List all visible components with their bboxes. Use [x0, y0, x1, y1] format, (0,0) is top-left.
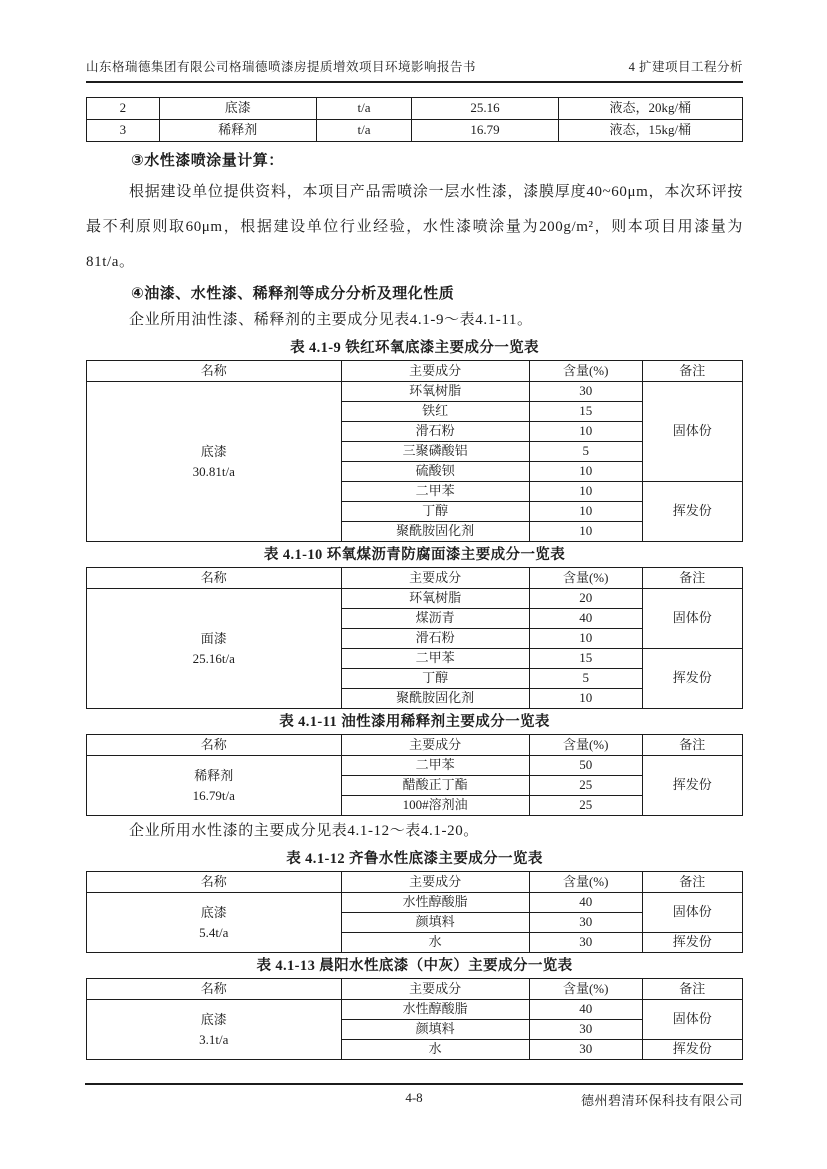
content-cell: 25	[529, 776, 642, 796]
content-cell: 5	[529, 442, 642, 462]
component-cell: 二甲苯	[341, 482, 529, 502]
content-cell: 10	[529, 482, 642, 502]
name-cell	[87, 589, 342, 709]
table-row	[87, 98, 743, 120]
remark-cell: 固体份	[642, 1000, 742, 1040]
table-title-4-1-12: 表 4.1-12 齐鲁水性底漆主要成分一览表	[286, 851, 543, 867]
remark-cell: 挥发份	[642, 482, 742, 542]
content-cell: 10	[529, 689, 642, 709]
column-header: 主要成分	[341, 872, 529, 893]
name-line: 稀释剂	[194, 767, 234, 783]
column-header: 主要成分	[341, 361, 529, 382]
table-row	[87, 893, 743, 913]
component-cell: 颜填料	[341, 1020, 529, 1040]
table-header-row	[87, 735, 743, 756]
column-header: 含量(%)	[529, 361, 642, 382]
remark-cell: 固体份	[642, 382, 742, 482]
column-header: 名称	[87, 361, 342, 382]
table-header-row	[87, 568, 743, 589]
table-4-1-13	[86, 978, 743, 1060]
column-header: 名称	[87, 979, 342, 1000]
header-report-title: 山东格瑞德集团有限公司格瑞德喷漆房提质增效项目环境影响报告书	[86, 60, 477, 74]
column-header: 名称	[87, 568, 342, 589]
content-cell: 15	[529, 649, 642, 669]
page-number: 4-8	[405, 1090, 423, 1105]
table-header-row	[87, 872, 743, 893]
section-heading-composition-analysis: ④油漆、水性漆、稀释剂等成分分析及理化性质	[131, 285, 455, 302]
component-cell: 聚酰胺固化剂	[341, 522, 529, 542]
component-cell: 二甲苯	[341, 756, 529, 776]
table-header-row	[87, 361, 743, 382]
content-cell: 20	[529, 589, 642, 609]
table-cell: t/a	[316, 120, 412, 142]
table-4-1-10	[86, 567, 743, 709]
table-cell: 3	[87, 120, 160, 142]
material-consumption-table	[86, 97, 743, 142]
remark-cell: 固体份	[642, 893, 742, 933]
table-row	[87, 756, 743, 776]
remark-cell: 挥发份	[642, 1040, 742, 1060]
component-cell: 100#溶剂油	[341, 796, 529, 816]
content-cell: 10	[529, 522, 642, 542]
name-cell	[87, 382, 342, 542]
table-title-4-1-10: 表 4.1-10 环氧煤沥青防腐面漆主要成分一览表	[263, 547, 566, 563]
table-row	[87, 382, 743, 402]
component-cell: 醋酸正丁酯	[341, 776, 529, 796]
paragraph-oil-paint-intro: 企业所用油性漆、稀释剂的主要成分见表4.1-9～表4.1-11。	[129, 312, 533, 328]
name-line: 25.16t/a	[192, 650, 235, 666]
component-cell: 铁红	[341, 402, 529, 422]
column-header: 备注	[642, 568, 742, 589]
column-header: 含量(%)	[529, 872, 642, 893]
component-cell: 颜填料	[341, 913, 529, 933]
name-cell	[87, 1000, 342, 1060]
name-cell	[87, 756, 342, 816]
column-header: 含量(%)	[529, 568, 642, 589]
footer-inner	[85, 1085, 743, 1106]
name-line: 30.81t/a	[192, 463, 235, 479]
table-cell: 稀释剂	[159, 120, 316, 142]
table-cell: 液态，15kg/桶	[558, 120, 742, 142]
content-cell: 30	[529, 913, 642, 933]
table-4-1-9	[86, 360, 743, 542]
component-cell: 水性醇酸脂	[341, 893, 529, 913]
component-cell: 聚酰胺固化剂	[341, 689, 529, 709]
remark-cell: 挥发份	[642, 756, 742, 816]
section-heading-waterpaint-calc: ③水性漆喷涂量计算：	[131, 152, 284, 169]
header-chapter-title: 4 扩建项目工程分析	[628, 60, 743, 74]
column-header: 备注	[642, 735, 742, 756]
remark-cell: 固体份	[642, 589, 742, 649]
table-row	[87, 1000, 743, 1020]
content-cell: 50	[529, 756, 642, 776]
table-cell: 16.79	[412, 120, 558, 142]
column-header: 备注	[642, 979, 742, 1000]
content-cell: 40	[529, 893, 642, 913]
component-cell: 滑石粉	[341, 422, 529, 442]
content-cell: 30	[529, 382, 642, 402]
content-cell: 40	[529, 609, 642, 629]
column-header: 备注	[642, 361, 742, 382]
table-cell: 液态，20kg/桶	[558, 98, 742, 120]
table-title-4-1-11: 表 4.1-11 油性漆用稀释剂主要成分一览表	[279, 714, 550, 730]
component-cell: 丁醇	[341, 669, 529, 689]
table-cell: 25.16	[412, 98, 558, 120]
column-header: 主要成分	[341, 735, 529, 756]
page-content	[86, 97, 743, 1060]
content-cell: 40	[529, 1000, 642, 1020]
remark-cell: 挥发份	[642, 933, 742, 953]
content-cell: 30	[529, 1040, 642, 1060]
component-cell: 水	[341, 933, 529, 953]
name-cell	[87, 893, 342, 953]
component-cell: 滑石粉	[341, 629, 529, 649]
table-row	[87, 120, 743, 142]
column-header: 含量(%)	[529, 979, 642, 1000]
component-cell: 三聚磷酸铝	[341, 442, 529, 462]
column-header: 含量(%)	[529, 735, 642, 756]
name-line: 底漆	[200, 904, 227, 920]
content-cell: 30	[529, 1020, 642, 1040]
column-header: 主要成分	[341, 979, 529, 1000]
column-header: 名称	[87, 735, 342, 756]
footer-company-name: 德州碧清环保科技有限公司	[580, 1093, 743, 1108]
paragraph-waterpaint-calc: 根据建设单位提供资料，本项目产品需喷涂一层水性漆，漆膜厚度40~60μm，本次环评按最不利原则取60μm，根据建设单位行业经验，水性漆喷涂量为200g/m²，则本项目用漆量为81t/a。	[86, 184, 743, 270]
table-cell: t/a	[316, 98, 412, 120]
component-cell: 硫酸钡	[341, 462, 529, 482]
content-cell: 10	[529, 629, 642, 649]
paragraph-water-paint-intro: 企业所用水性漆的主要成分见表4.1-12～表4.1-20。	[129, 823, 479, 839]
column-header: 名称	[87, 872, 342, 893]
name-line: 底漆	[200, 443, 227, 459]
table-4-1-12	[86, 871, 743, 953]
table-cell: 底漆	[159, 98, 316, 120]
page-footer	[85, 1083, 743, 1106]
name-line: 16.79t/a	[192, 787, 235, 803]
name-line: 5.4t/a	[199, 924, 229, 940]
component-cell: 水性醇酸脂	[341, 1000, 529, 1020]
column-header: 主要成分	[341, 568, 529, 589]
component-cell: 二甲苯	[341, 649, 529, 669]
table-4-1-11	[86, 734, 743, 816]
column-header: 备注	[642, 872, 742, 893]
component-cell: 煤沥青	[341, 609, 529, 629]
component-cell: 环氧树脂	[341, 589, 529, 609]
name-line: 面漆	[200, 630, 227, 646]
table-cell: 2	[87, 98, 160, 120]
table-title-4-1-13: 表 4.1-13 晨阳水性底漆（中灰）主要成分一览表	[256, 958, 573, 974]
table-row	[87, 589, 743, 609]
component-cell: 环氧树脂	[341, 382, 529, 402]
name-line: 底漆	[200, 1011, 227, 1027]
component-cell: 水	[341, 1040, 529, 1060]
content-cell: 10	[529, 422, 642, 442]
page-header	[86, 0, 743, 83]
content-cell: 10	[529, 462, 642, 482]
component-cell: 丁醇	[341, 502, 529, 522]
content-cell: 5	[529, 669, 642, 689]
table-header-row	[87, 979, 743, 1000]
remark-cell: 挥发份	[642, 649, 742, 709]
content-cell: 25	[529, 796, 642, 816]
name-line: 3.1t/a	[199, 1031, 229, 1047]
content-cell: 30	[529, 933, 642, 953]
content-cell: 15	[529, 402, 642, 422]
content-cell: 10	[529, 502, 642, 522]
table-title-4-1-9: 表 4.1-9 铁红环氧底漆主要成分一览表	[290, 340, 539, 356]
